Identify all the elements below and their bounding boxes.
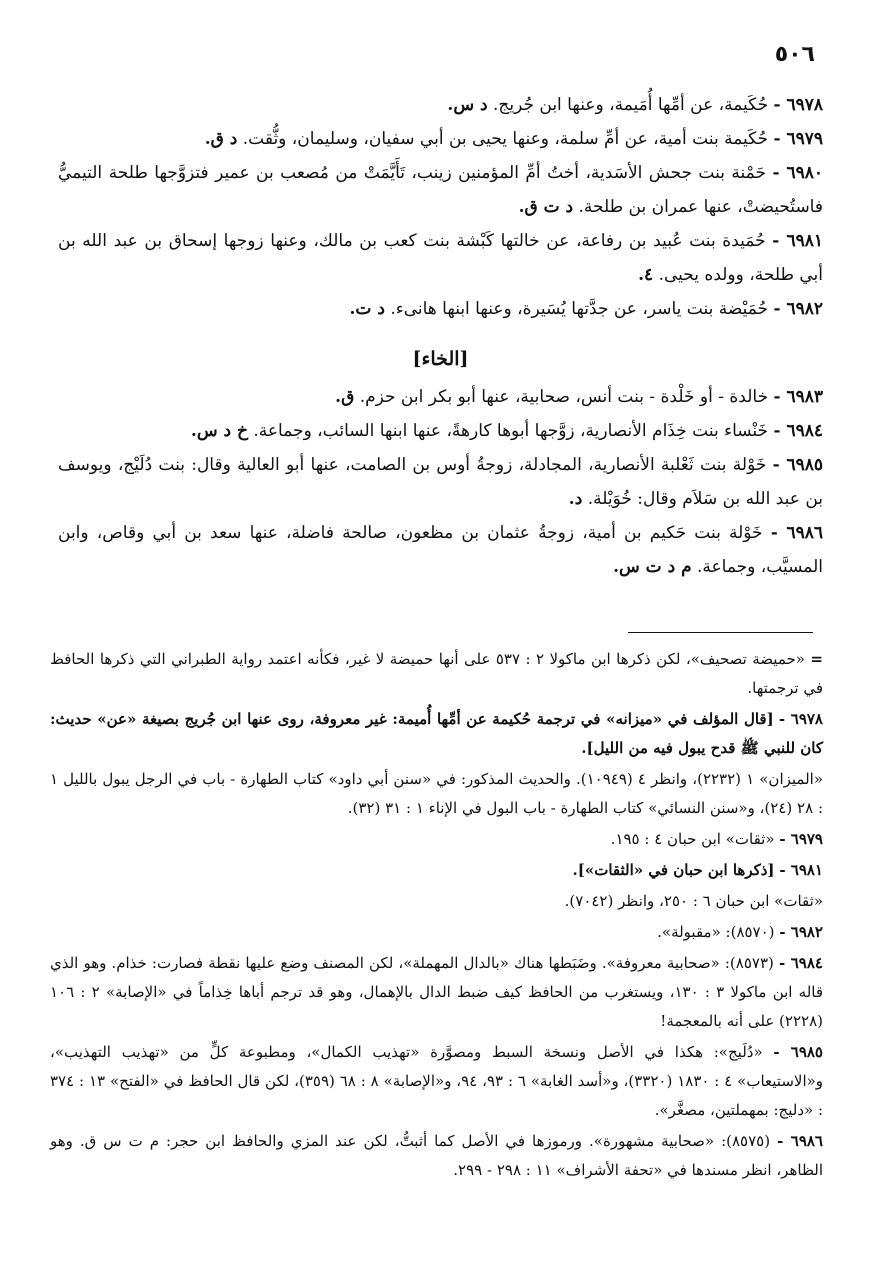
- entry-text: حُكَيمة، عن أمِّها أُمَيمة، وعنها ابن جُريج.: [492, 95, 769, 115]
- footnote-text: (٨٥٧٥): «صحابية مشهورة». ورموزها في الأصل كما أثبتُّ، لكن عند المزي والحافظ ابن حجر: م ت س ق. وهو الظاهر، انظر مسندها في «تحفة الأشراف» ١١ : ٢٩٨ - ٢٩٩.: [50, 1132, 823, 1179]
- entries-kha: [58, 380, 823, 584]
- entry-item: [58, 156, 823, 224]
- entry-sigla: د ت.: [349, 299, 385, 319]
- entry-item: [58, 380, 823, 414]
- entry-item: [58, 516, 823, 584]
- entry-item: [58, 122, 823, 156]
- entries-ha: [58, 88, 823, 326]
- footnote-lead: =: [810, 650, 823, 668]
- footnote-text: «ثقات» ابن حبان ٤ : ١٩٥.: [610, 830, 775, 848]
- footnote-item: [50, 645, 823, 703]
- entry-number: ٦٩٨٥ -: [772, 455, 823, 475]
- entry-number: ٦٩٨٢ -: [773, 299, 823, 319]
- footnote-text: «الميزان» ١ (٢٢٣٢)، وانظر ٤ (١٠٩٤٩). والحديث المذكور: في «سنن أبي داود» كتاب الطهارة - باب في الرجل يبول بالليل ١ : ٢٨ (٢٤)، و«سنن النسائي» كتاب الطهارة - باب البول في الإناء ١ : ٣١ (٣٢).: [50, 770, 823, 817]
- footnote-text: «دُلَيج»: هكذا في الأصل ونسخة السبط ومصوَّرة «تهذيب الكمال»، ومطبوعة كلٍّ من «تهذيب التهذيب»، و«الاستيعاب» ٤ : ١٨٣٠ (٣٣٢٠)، و«أسد الغابة» ٦ : ٩٣، ٩٤، و«الإصابة» ٨ : ٦٨ (٣٥٩)، لكن قال الحافظ في «الفتح» ١٣ : ٣٧٤ : «دليج: بمهملتين، مصغَّر».: [50, 1043, 824, 1119]
- entry-item: [58, 414, 823, 448]
- footnote-item: [50, 705, 823, 763]
- entry-number: ٦٩٨٣ -: [773, 387, 823, 407]
- entry-number: ٦٩٨٦ -: [770, 523, 823, 543]
- footnote-text: «ثقات» ابن حبان ٦ : ٢٥٠، وانظر (٧٠٤٢).: [564, 892, 823, 910]
- entry-text: حُمَيْضة بنت ياسر، عن جدَّتها يُسَيرة، وعنها ابنها هانىء.: [390, 299, 769, 319]
- section-heading: [الخاء]: [412, 348, 469, 370]
- entry-item: [58, 292, 823, 326]
- footnote-text: «حميضة تصحيف»، لكن ذكرها ابن ماكولا ٢ : ٥٣٧ على أنها حميضة لا غير، فكأنه اعتمد رواية الطبراني التي ذكرها الحافظ في ترجمتها.: [50, 650, 823, 697]
- entry-number: ٦٩٨١ -: [772, 231, 823, 251]
- entry-text: خَوْلة بنت ثَعْلبة الأنصارية، المجادلة، زوجةُ أوس بن الصامت، عنها أبو العالية وقال: بنت دُلَيْج، ويوسف بن عبد الله بن سَلاَم وقال: خُوَيْلة.: [58, 455, 823, 509]
- footnote-lead: ٦٩٨٦ -: [777, 1132, 823, 1150]
- footnote-item: [50, 887, 823, 916]
- entry-sigla: د.: [568, 489, 583, 509]
- footnote-lead: ٦٩٧٨ -: [778, 710, 823, 728]
- entry-sigla: خ د س.: [190, 421, 248, 441]
- footnote-item: [50, 918, 823, 947]
- footnote-lead: ٦٩٨٢ -: [779, 923, 823, 941]
- footnote-item: [50, 949, 823, 1036]
- entry-text: حُكَيمة بنت أمية، عن أمِّ سلمة، وعنها يحيى بن أبي سفيان، وسليمان، وثُّقت.: [242, 129, 769, 149]
- entry-text: خالدة - أو خَلْدة - بنت أنس، صحابية، عنها أبو بكر ابن حزم.: [359, 387, 769, 407]
- entry-text: حَمْنة بنت جحش الأسَدية، أختُ أمِّ المؤمنين زينب، تَأَيَّمَتْ من مُصعب بن عمير فتزوَّجها طلحة التيميُّ فاستُحيضتْ، عنها عمران بن طلحة.: [58, 163, 823, 217]
- footnote-lead: ٦٩٨٥ -: [773, 1043, 823, 1061]
- footnote-text: (٨٥٧٣): «صحابية معروفة». وضَبَطها هناك «بالدال المهملة»، لكن المصنف وضع عليها نقطة فصارت: خذام. وهو الذي قاله ابن ماكولا ٣ : ١٣٠، ويستغرب من الحافظ كيف ضبط الدال بالإهمال، وهو قد ترجم أباها خِذاماً في «الإصابة» ٢ : ١٠٦ (٢٢٢٨) على أنه بالمعجمة!: [50, 954, 824, 1030]
- footnote-divider: [628, 632, 813, 633]
- footnote-item: [50, 856, 823, 885]
- entry-sigla: د س.: [447, 95, 488, 115]
- footnote-item: [50, 1127, 823, 1185]
- footnote-lead: ٦٩٧٩ -: [779, 830, 823, 848]
- footnote-lead: ٦٩٨١ -: [779, 861, 823, 879]
- entry-sigla: د ق.: [204, 129, 238, 149]
- entry-number: ٦٩٧٩ -: [773, 129, 823, 149]
- entry-number: ٦٩٧٨ -: [773, 95, 823, 115]
- entry-item: [58, 448, 823, 516]
- page-number: ٥٠٦: [774, 42, 815, 67]
- entry-text: حُمَيدة بنت عُبيد بن رفاعة، عن خالتها كَبْشة بنت كعب بن مالك، وعنها زوجها إسحاق بن عبد الله بن أبي طلحة، وولده يحيى.: [58, 231, 823, 285]
- entry-number: ٦٩٨٤ -: [773, 421, 823, 441]
- entry-number: ٦٩٨٠ -: [772, 163, 823, 183]
- footnote-text: [قال المؤلف في «ميزانه» في ترجمة حُكيمة عن أمِّها أُميمة: غير معروفة، روى عنها ابن جُريج بصيغة «عن» حديث: كان للنبي ﷺ قدح يبول فيه من الليل].: [50, 710, 823, 757]
- entry-sigla: ٤.: [638, 265, 654, 285]
- main-text: [58, 88, 823, 584]
- footnote-item: [50, 825, 823, 854]
- footnote-item: [50, 1038, 823, 1125]
- entry-item: [58, 88, 823, 122]
- entry-item: [58, 224, 823, 292]
- footnotes: [50, 645, 823, 1187]
- footnote-text: [ذكرها ابن حبان في «الثقات»].: [572, 861, 775, 879]
- footnote-lead: ٦٩٨٤ -: [778, 954, 823, 972]
- entry-sigla: ق.: [335, 387, 355, 407]
- entry-sigla: م د ت س.: [613, 557, 692, 577]
- entry-sigla: د ت ق.: [518, 197, 574, 217]
- footnote-item: [50, 765, 823, 823]
- footnote-text: (٨٥٧٠): «مقبولة».: [657, 923, 775, 941]
- entry-text: خَنْساء بنت خِذَام الأنصارية، زوَّجها أبوها كارهةً، عنها ابنها السائب، وجماعة.: [253, 421, 769, 441]
- entry-text: خَوْلة بنت حَكيم بن أمية، زوجةُ عثمان بن مظعون، صالحة فاضلة، عنها سعد بن أبي وقاص، وابن المسيَّب، وجماعة.: [58, 523, 823, 577]
